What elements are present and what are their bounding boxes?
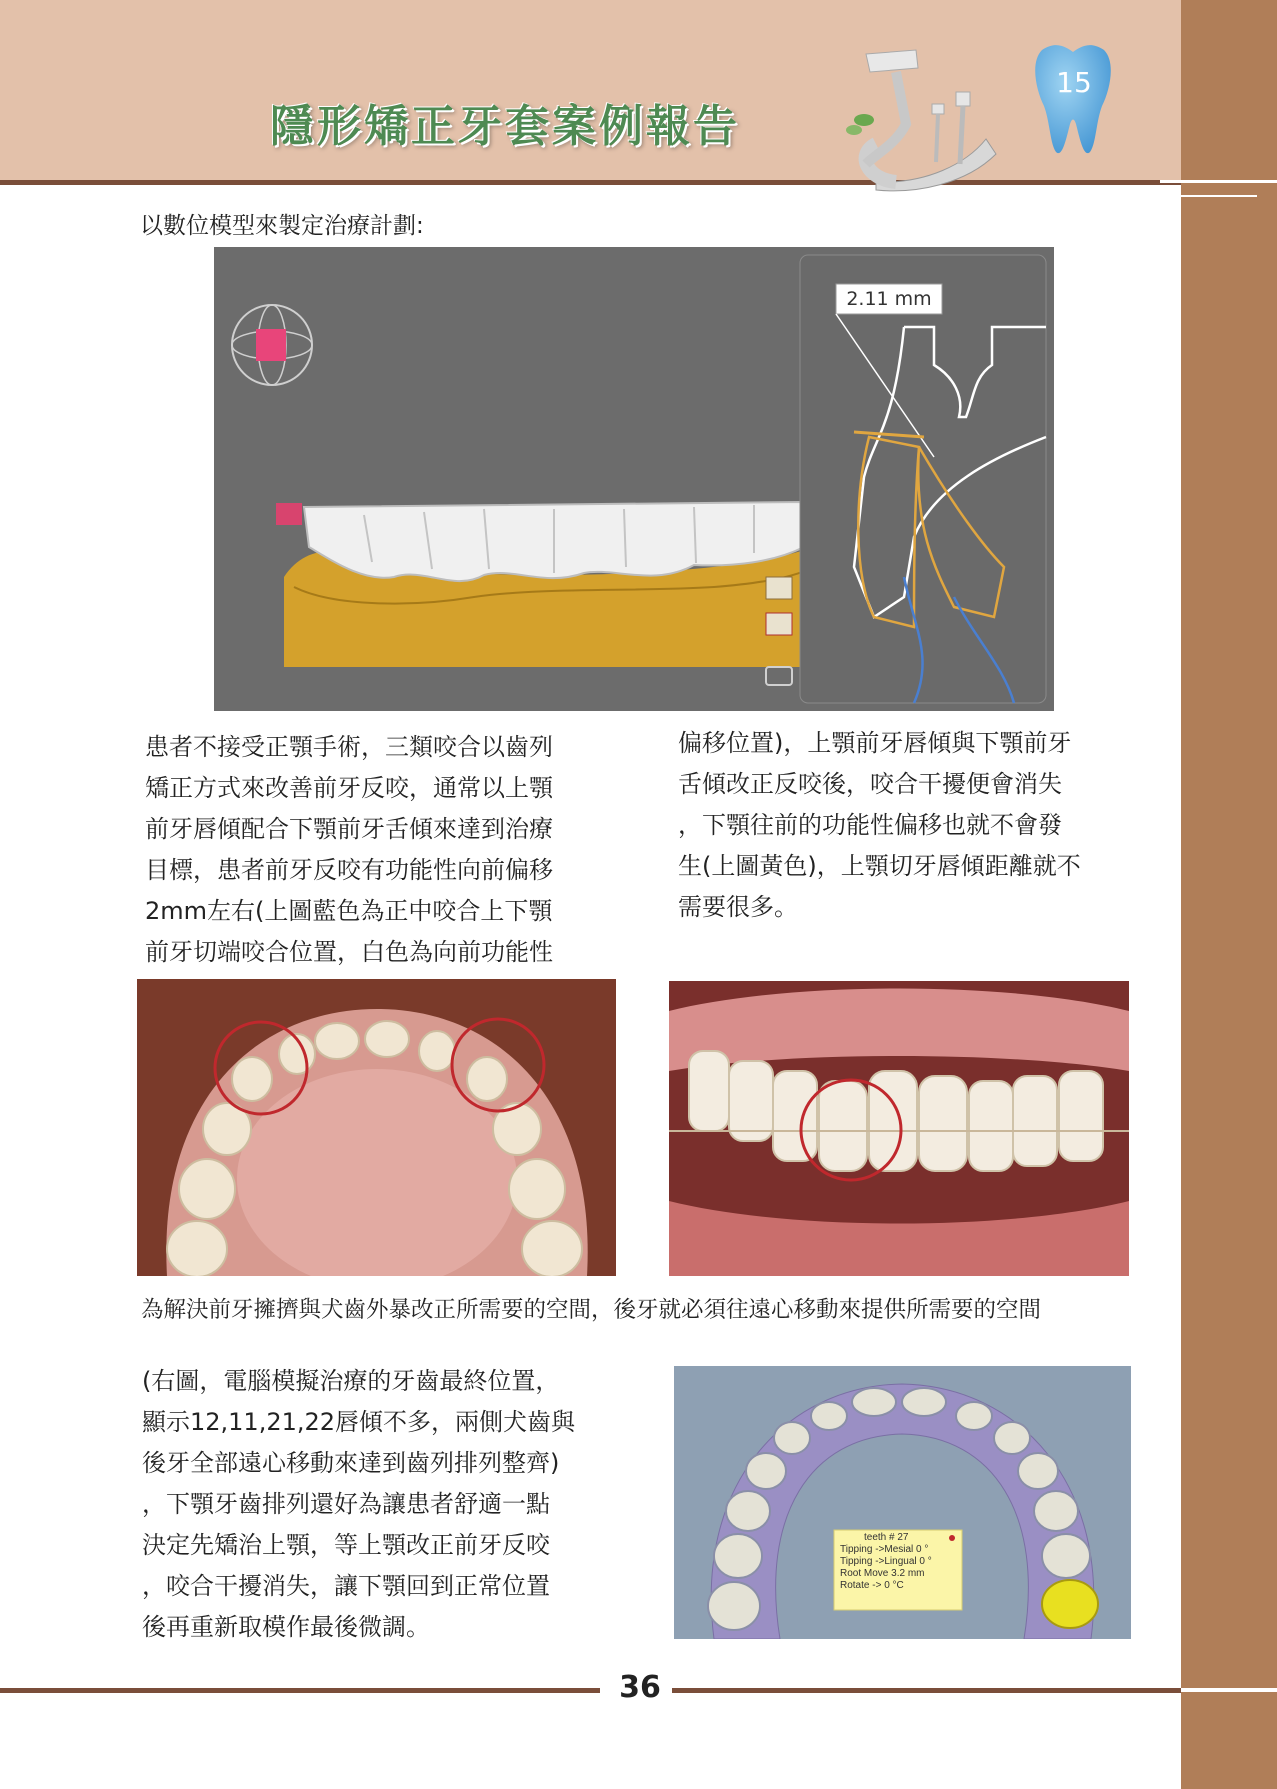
paragraph-bottom: (右圖，電腦模擬治療的牙齒最終位置， 顯示12,11,21,22唇傾不多，兩側犬齒與 後牙全部遠心移動來達到齒列排列整齊) ，下顎牙齒排列還好為讓患者舒適一點 決定先矯治上顎，等上顎改正前牙反咬 ，咬合干擾消失，讓下顎回到正常位置 後再重新取模作最後微調。	[142, 1367, 576, 1641]
occlusal-photo-render	[137, 979, 616, 1276]
page-title: 隱形矯正牙套案例報告	[270, 101, 740, 152]
ruler-tool-icon[interactable]	[766, 577, 792, 599]
header-right-rule	[1160, 180, 1277, 183]
note-line: Tipping ->Mesial 0 °	[840, 1544, 929, 1555]
clear-tool-icon[interactable]	[766, 613, 792, 635]
digital-model-render	[214, 247, 1054, 711]
frontal-photo-render	[669, 981, 1129, 1276]
simulation-note	[840, 1532, 958, 1592]
paragraph-right: 偏移位置)，上顎前牙唇傾與下顎前牙 舌傾改正反咬後，咬合干擾便會消失 ，下顎往前的功能性偏移也就不會發 生(上圖黃色)，上顎切牙唇傾距離就不 需要很多。	[678, 729, 1081, 921]
side-strip	[1181, 0, 1277, 1789]
note-line: Rotate -> 0 °C	[840, 1580, 904, 1591]
tooth-icon	[1032, 40, 1114, 158]
footer-rule-left	[0, 1688, 600, 1693]
header-right-rule-thin	[1180, 195, 1257, 197]
orthodontic-logo-icon	[836, 44, 1016, 192]
note-line: Tipping ->Lingual 0 °	[840, 1556, 932, 1567]
measurement-label: 2.11 mm	[846, 288, 932, 310]
note-title: teeth # 27	[864, 1532, 909, 1543]
occlusal-photo	[137, 979, 616, 1276]
photo-caption: 為解決前牙擁擠與犬齒外暴改正所需要的空間，後牙就必須往遠心移動來提供所需要的空間	[141, 1297, 1042, 1323]
digital-model-figure	[214, 247, 1054, 711]
page-number: 36	[619, 1670, 661, 1705]
section-caption: 以數位模型來製定治療計劃:	[140, 213, 424, 239]
note-line: Root Move 3.2 mm	[840, 1568, 925, 1579]
chapter-number: 15	[1056, 66, 1092, 99]
footer-right-rule	[1181, 1688, 1277, 1692]
footer-rule-right	[672, 1688, 1181, 1693]
frontal-photo	[669, 981, 1129, 1276]
simulation-figure	[674, 1366, 1131, 1639]
simulation-render	[674, 1366, 1131, 1639]
paragraph-left: 患者不接受正顎手術，三類咬合以齒列 矯正方式來改善前牙反咬，通常以上顎 前牙唇傾配合下顎前牙舌傾來達到治療 目標，患者前牙反咬有功能性向前偏移 2mm左右(上圖藍色為正中咬合上下顎 前牙切端咬合位置，白色為向前功能性	[145, 733, 553, 966]
